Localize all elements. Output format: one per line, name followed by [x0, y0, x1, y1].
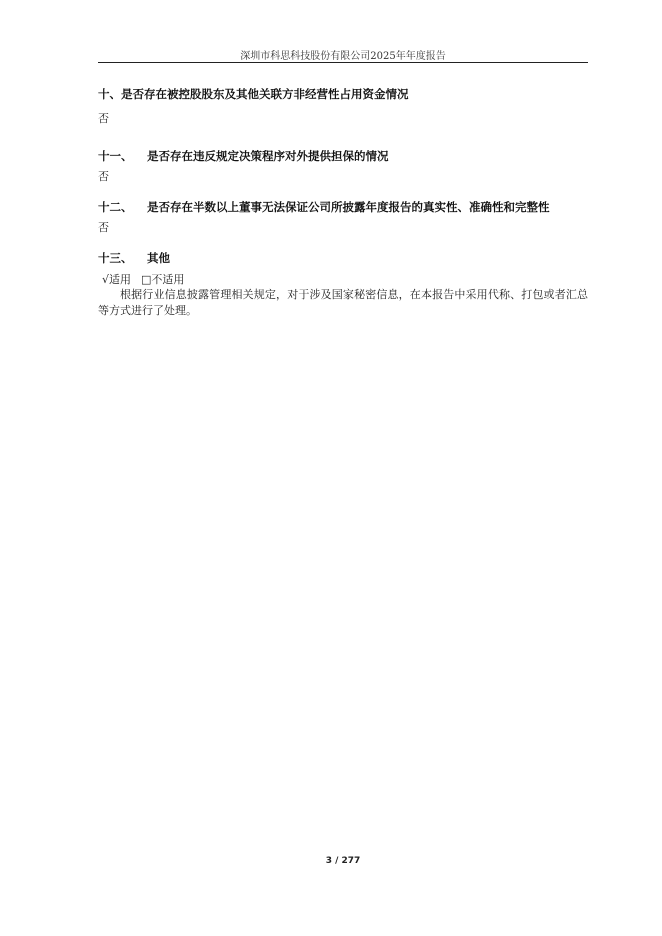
section-title: 是否存在半数以上董事无法保证公司所披露年度报告的真实性、准确性和完整性 [147, 200, 550, 214]
section-answer: 否 [98, 112, 109, 125]
report-header-title: 深圳市科思科技股份有限公司2025年年度报告 [240, 51, 446, 62]
section-ten-answer [98, 111, 588, 127]
section-number: 十三、 [98, 251, 133, 265]
section-number: 十一、 [98, 149, 133, 163]
section-answer: 否 [98, 170, 109, 183]
section-number: 十二、 [98, 200, 133, 214]
section-title: 是否存在违反规定决策程序对外提供担保的情况 [147, 149, 389, 163]
body-paragraph: 根据行业信息披露管理相关规定，对于涉及国家秘密信息，在本报告中采用代称、打包或者汇总等方式进行了处理。 [98, 288, 588, 317]
section-title: 是否存在被控股股东及其他关联方非经营性占用资金情况 [121, 87, 409, 101]
section-heading [98, 86, 588, 102]
section-twelve [98, 199, 588, 215]
section-heading [98, 199, 588, 215]
page-number: 3 / 277 [325, 856, 361, 866]
section-thirteen-body [98, 287, 588, 319]
header-divider [98, 62, 588, 63]
section-twelve-answer [98, 220, 588, 236]
section-eleven [98, 148, 588, 164]
section-number: 十、 [98, 87, 121, 101]
section-heading [98, 250, 588, 266]
section-eleven-answer [98, 169, 588, 185]
section-thirteen [98, 250, 588, 266]
applicability-line [102, 272, 592, 288]
section-heading [98, 148, 588, 164]
section-title: 其他 [147, 251, 170, 265]
section-answer: 否 [98, 221, 109, 234]
applicable-checked-option: √适用 [102, 273, 132, 286]
section-ten [98, 86, 588, 102]
not-applicable-option: □不适用 [141, 273, 185, 286]
